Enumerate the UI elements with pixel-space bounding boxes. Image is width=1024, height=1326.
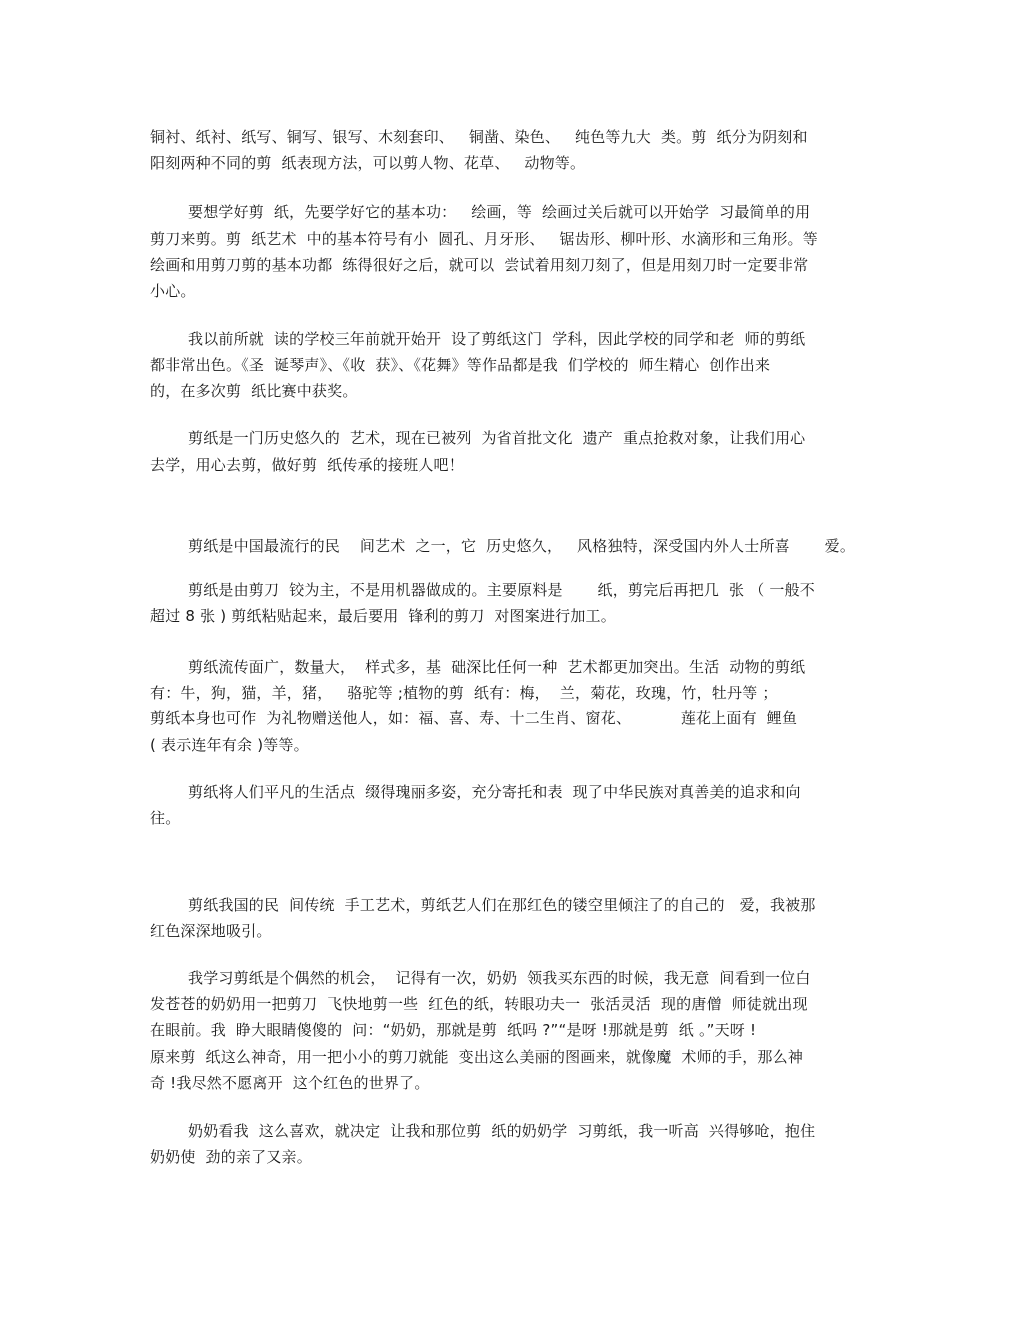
- paragraph-line: 超过 8 张 ) 剪纸粘贴起来，最后要用 锋利的剪刀 对图案进行加工。: [150, 607, 616, 625]
- paragraph-line: 发苍苍的奶奶用一把剪刀 飞快地剪一些 红色的纸，转眼功夫一 张活灵活 现的唐僧 师徒就出现: [150, 995, 808, 1013]
- paragraph-line: 奶奶看我 这么喜欢，就决定 让我和那位剪 纸的奶奶学 习剪纸，我一听高 兴得够呛，抱住: [188, 1122, 816, 1140]
- paragraph-line: 往。: [150, 809, 181, 827]
- paragraph-line: 有：牛，狗，猫，羊，猪， 骆驼等 ;植物的剪 纸有：梅， 兰，菊花，玫瑰，竹，牡丹等 ；: [150, 684, 778, 702]
- paragraph-line: 剪纸是一门历史悠久的 艺术，现在已被列 为省首批文化 遗产 重点抢救对象，让我们用心: [188, 429, 806, 447]
- paragraph-line: 都非常出色。《圣 诞琴声》、《收 获》、《花舞》等作品都是我 们学校的 师生精心 创作出来: [150, 356, 771, 374]
- paragraph-line: 的，在多次剪 纸比赛中获奖。: [150, 382, 358, 400]
- paragraph-line: 奶奶使 劲的亲了又亲。: [150, 1148, 312, 1166]
- paragraph-line: 红色深深地吸引。: [150, 922, 272, 940]
- paragraph-line: 奇 !我尽然不愿离开 这个红色的世界了。: [150, 1074, 430, 1092]
- paragraph-line: 要想学好剪 纸，先要学好它的基本功： 绘画，等 绘画过关后就可以开始学 习最简单的用: [188, 203, 811, 221]
- paragraph-line: 小心。: [150, 282, 196, 300]
- paragraph-line: 剪纸将人们平凡的生活点 缀得瑰丽多姿，充分寄托和表 现了中华民族对真善美的追求和向: [188, 783, 801, 801]
- paragraph-line: 剪纸我国的民 间传统 手工艺术，剪纸艺人们在那红色的镂空里倾注了的自己的 爱，我被那: [188, 896, 816, 914]
- paragraph-line: 剪纸本身也可作 为礼物赠送他人，如：福、喜、寿、十二生肖、窗花、 莲花上面有 鲤鱼: [150, 709, 798, 727]
- paragraph-line: 在眼前。我 睁大眼睛傻傻的 问：“奶奶，那就是剪 纸吗 ?”“是呀 !那就是剪 纸 。”天呀 !: [150, 1021, 757, 1039]
- paragraph-line: 剪纸是中国最流行的民 间艺术 之一，它 历史悠久， 风格独特，深受国内外人士所喜 爱。: [188, 537, 856, 555]
- paragraph-line: 剪刀来剪。剪 纸艺术 中的基本符号有小 圆孔、月牙形、 锯齿形、柳叶形、水滴形和三角形。等: [150, 230, 818, 248]
- paragraph-line: 我以前所就 读的学校三年前就开始开 设了剪纸这门 学科，因此学校的同学和老 师的剪纸: [188, 330, 806, 348]
- paragraph-line: 绘画和用剪刀剪的基本功都 练得很好之后，就可以 尝试着用刻刀刻了，但是用刻刀时一定要非常: [150, 256, 809, 274]
- paragraph-line: 剪纸是由剪刀 铰为主，不是用机器做成的。主要原料是 纸，剪完后再把几 张 （ 一般不: [188, 581, 815, 599]
- paragraph-line: 铜衬、纸衬、纸写、铜写、银写、木刻套印、 铜凿、染色、 纯色等九大 类。剪 纸分为阴刻和: [150, 128, 808, 146]
- paragraph-line: 我学习剪纸是个偶然的机会， 记得有一次，奶奶 领我买东西的时候，我无意 间看到一位白: [188, 969, 811, 987]
- paragraph-line: 剪纸流传面广，数量大， 样式多，基 础深比任何一种 艺术都更加突出。生活 动物的剪纸: [188, 658, 806, 676]
- paragraph-line: 阳刻两种不同的剪 纸表现方法，可以剪人物、花草、 动物等。: [150, 154, 586, 172]
- paragraph-line: 去学，用心去剪，做好剪 纸传承的接班人吧！: [150, 456, 464, 474]
- paragraph-line: ( 表示连年有余 )等等。: [150, 736, 309, 754]
- paragraph-line: 原来剪 纸这么神奇，用一把小小的剪刀就能 变出这么美丽的图画来，就像魔 术师的手，那么神: [150, 1048, 804, 1066]
